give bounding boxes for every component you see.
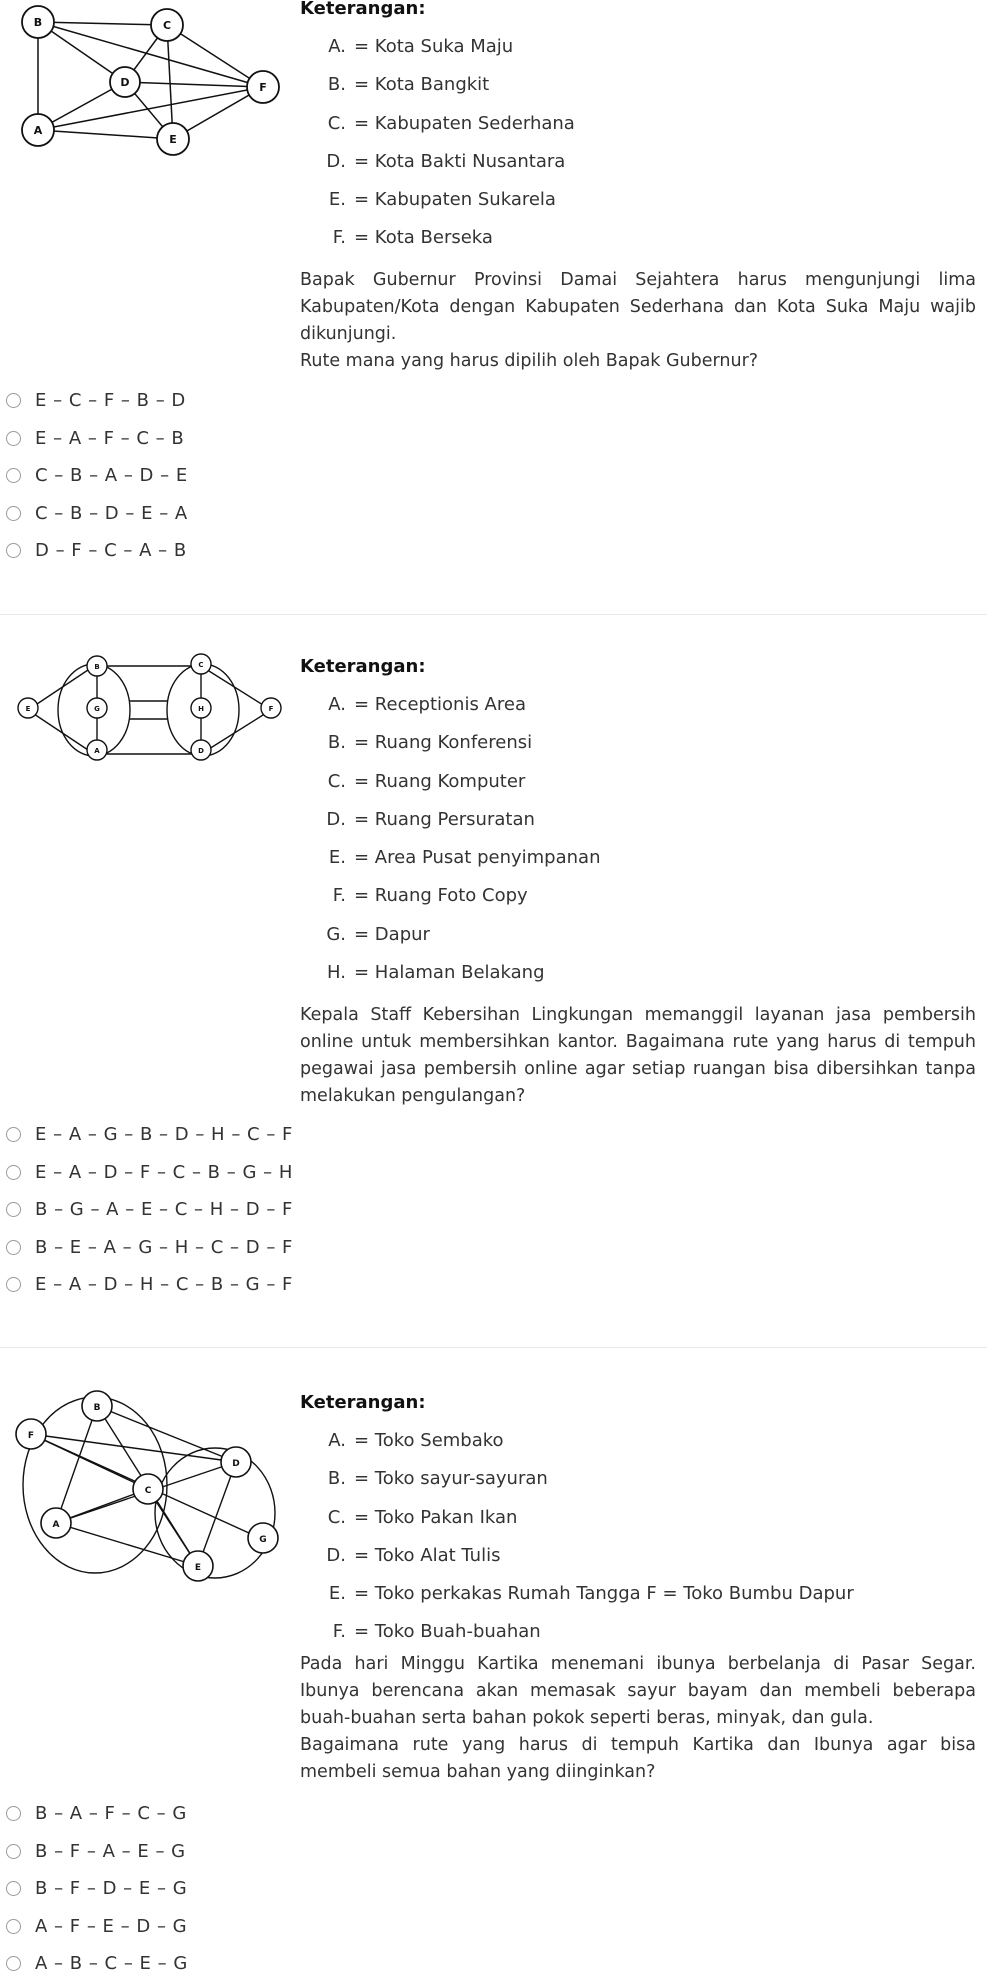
question-prompt <box>300 1002 976 1110</box>
radio-button[interactable] <box>6 1240 21 1255</box>
legend-letter: E . <box>312 1575 346 1613</box>
option-label: B – G – A – E – C – H – D – F <box>35 1199 293 1221</box>
edge-d-f <box>125 82 263 87</box>
legend-title: Keterangan: <box>300 0 426 19</box>
legend-item <box>300 1575 976 1613</box>
legend-letter: F . <box>312 877 346 915</box>
legend-item <box>300 686 976 724</box>
legend-letter: C . <box>312 1499 346 1537</box>
graph-node-label: C <box>198 661 204 669</box>
legend-item <box>300 66 976 104</box>
legend-desc: = Kota Suka Maju <box>354 36 514 57</box>
answer-option[interactable] <box>6 1908 188 1946</box>
question-prompt <box>300 267 976 375</box>
legend-letter: F . <box>312 1613 346 1651</box>
legend-desc: = Area Pusat penyimpanan <box>354 847 601 869</box>
option-label: C – B – D – E – A <box>35 502 188 524</box>
answer-options <box>6 1116 293 1304</box>
legend-item <box>300 916 976 954</box>
graph-node-label: C <box>162 19 172 32</box>
radio-button[interactable] <box>6 506 21 521</box>
radio-button[interactable] <box>6 1165 21 1180</box>
legend-desc: = Toko Buah-buahan <box>354 1621 541 1643</box>
legend-item <box>300 105 976 143</box>
graph-node-label: C <box>144 1486 152 1496</box>
legend <box>300 1390 976 1652</box>
option-label: D – F – C – A – B <box>35 540 187 562</box>
option-label: E – C – F – B – D <box>35 390 186 412</box>
answer-option[interactable] <box>6 1116 293 1154</box>
legend-letter: A . <box>312 28 346 66</box>
answer-option[interactable] <box>6 457 188 495</box>
legend <box>300 0 976 258</box>
legend-desc: = Toko Alat Tulis <box>354 1544 501 1566</box>
graph-node-label: A <box>33 124 43 137</box>
graph-node-label: G <box>259 1535 267 1545</box>
legend-letter: D . <box>312 1537 346 1575</box>
radio-button[interactable] <box>6 543 21 558</box>
legend-item <box>300 1499 976 1537</box>
answer-option[interactable] <box>6 1191 293 1229</box>
legend-letter: E . <box>312 181 346 219</box>
legend-letter: B . <box>312 724 346 762</box>
radio-button[interactable] <box>6 1844 21 1859</box>
graph-node-label: A <box>52 1520 60 1530</box>
legend-desc: = Toko Sembako <box>354 1430 504 1451</box>
legend-letter: C . <box>312 105 346 143</box>
option-label: B – E – A – G – H – C – D – F <box>35 1236 293 1258</box>
answer-options <box>6 1795 188 1983</box>
legend-item <box>300 954 976 992</box>
radio-button[interactable] <box>6 393 21 408</box>
graph-node-label: E <box>25 705 31 713</box>
legend-desc: = Kota Bangkit <box>354 74 490 96</box>
legend-letter: G . <box>312 916 346 954</box>
graph-node-label: E <box>169 133 177 146</box>
legend-desc: = Kabupaten Sukarela <box>354 189 556 211</box>
legend-desc: = Kabupaten Sederhana <box>354 112 575 134</box>
legend-item <box>300 181 976 219</box>
legend-desc: = Kota Bakti Nusantara <box>354 150 566 172</box>
legend-item <box>300 1537 976 1575</box>
question-prompt <box>300 1651 976 1786</box>
answer-options <box>6 382 188 570</box>
edge-b-f <box>38 22 263 87</box>
radio-button[interactable] <box>6 1127 21 1142</box>
graph-node-label: B <box>93 1403 101 1413</box>
legend-item <box>300 801 976 839</box>
answer-option[interactable] <box>6 495 188 533</box>
legend-item <box>300 1422 976 1460</box>
prompt-paragraph: Kepala Staff Kebersihan Lingkungan memanggil layanan jasa pembersih online untuk membersihkan kantor. Bagaimana rute yang harus di tempuh pegawai jasa pembersih online agar setiap ruangan bisa dibersihkan tanpa melakukan pengulangan? <box>300 1005 976 1106</box>
prompt-paragraph: Bagaimana rute yang harus di tempuh Kartika dan Ibunya agar bisa membeli semua bahan yang diinginkan? <box>300 1735 976 1782</box>
legend-desc: = Toko perkakas Rumah Tangga F = Toko Bumbu Dapur <box>354 1583 854 1605</box>
legend-letter: B . <box>312 1460 346 1498</box>
legend-letter: D . <box>312 143 346 181</box>
radio-button[interactable] <box>6 1277 21 1292</box>
option-label: A – F – E – D – G <box>35 1915 188 1937</box>
graph-node-label: H <box>198 705 204 713</box>
legend-item <box>300 763 976 801</box>
legend-letter: E . <box>312 839 346 877</box>
legend-desc: = Kota Berseka <box>354 227 493 249</box>
legend-item <box>300 877 976 915</box>
option-label: B – F – D – E – G <box>35 1878 188 1900</box>
legend-desc: = Ruang Foto Copy <box>354 885 528 907</box>
answer-option[interactable] <box>6 1870 188 1908</box>
legend-letter: D . <box>312 801 346 839</box>
radio-button[interactable] <box>6 1919 21 1934</box>
legend-desc: = Ruang Konferensi <box>354 732 533 754</box>
radio-button[interactable] <box>6 468 21 483</box>
legend-letter: F . <box>312 219 346 257</box>
prompt-paragraph: Pada hari Minggu Kartika menemani ibunya berbelanja di Pasar Segar. Ibunya berencana akan memasak sayur bayam dan membeli beberapa buah-buahan serta bahan pokok seperti beras, minyak, dan gula. <box>300 1654 976 1728</box>
legend-letter: A . <box>312 686 346 724</box>
legend-item <box>300 839 976 877</box>
legend-title: Keterangan: <box>300 1392 426 1413</box>
edge-b-c <box>38 22 167 25</box>
answer-option[interactable] <box>6 532 188 570</box>
answer-option[interactable] <box>6 1833 188 1871</box>
legend-item <box>300 1613 976 1651</box>
question-divider <box>0 1347 987 1348</box>
graph-diagram <box>0 1385 290 1589</box>
graph-diagram <box>0 650 300 774</box>
option-label: B – F – A – E – G <box>35 1840 186 1862</box>
radio-button[interactable] <box>6 1806 21 1821</box>
option-label: E – A – D – H – C – B – G – F <box>35 1274 293 1296</box>
radio-button[interactable] <box>6 1956 21 1971</box>
edge-c-e <box>167 25 173 139</box>
answer-option[interactable] <box>6 1154 293 1192</box>
legend-item <box>300 724 976 762</box>
answer-option[interactable] <box>6 1266 293 1304</box>
prompt-paragraph: Rute mana yang harus dipilih oleh Bapak Gubernur? <box>300 351 759 371</box>
legend-item <box>300 1460 976 1498</box>
legend-desc: = Dapur <box>354 923 430 945</box>
legend-desc: = Halaman Belakang <box>354 962 545 984</box>
answer-option[interactable] <box>6 1795 188 1833</box>
graph-node-label: F <box>27 1431 35 1441</box>
legend-letter: B . <box>312 66 346 104</box>
legend-letter: A . <box>312 1422 346 1460</box>
option-label: E – A – F – C – B <box>35 427 185 449</box>
graph-node-label: F <box>268 705 274 713</box>
graph-node-label: D <box>120 76 130 89</box>
option-label: E – A – D – F – C – B – G – H <box>35 1161 293 1183</box>
question-divider <box>0 614 987 615</box>
radio-button[interactable] <box>6 1881 21 1896</box>
graph-node-label: D <box>198 747 204 755</box>
graph-node-label: E <box>194 1563 202 1573</box>
radio-button[interactable] <box>6 1202 21 1217</box>
edge-a-e <box>38 130 173 139</box>
edge-a-f <box>38 87 263 130</box>
answer-option[interactable] <box>6 1229 293 1267</box>
legend-letter: H . <box>312 954 346 992</box>
legend-desc: = Toko Pakan Ikan <box>354 1506 518 1528</box>
edge-c-f <box>167 25 263 87</box>
graph-diagram <box>0 0 290 169</box>
graph-node-label: D <box>232 1459 240 1469</box>
legend-desc: = Ruang Komputer <box>354 770 526 792</box>
legend <box>300 654 976 992</box>
legend-desc: = Toko sayur-sayuran <box>354 1468 548 1490</box>
legend-desc: = Ruang Persuratan <box>354 808 535 830</box>
legend-desc: = Receptionis Area <box>354 694 526 715</box>
option-label: C – B – A – D – E <box>35 465 188 487</box>
legend-item <box>300 219 976 257</box>
option-label: A – B – C – E – G <box>35 1953 188 1975</box>
option-label: E – A – G – B – D – H – C – F <box>35 1124 293 1146</box>
graph-node-label: A <box>94 747 100 755</box>
legend-letter: C . <box>312 763 346 801</box>
graph-node-label: B <box>33 16 43 29</box>
graph-node-label: G <box>94 705 100 713</box>
legend-item <box>300 28 976 66</box>
answer-option[interactable] <box>6 382 188 420</box>
option-label: B – A – F – C – G <box>35 1803 187 1825</box>
graph-node-label: F <box>259 81 267 94</box>
graph-node-label: B <box>94 663 100 671</box>
legend-title: Keterangan: <box>300 656 426 677</box>
answer-option[interactable] <box>6 420 188 458</box>
prompt-paragraph: Bapak Gubernur Provinsi Damai Sejahtera harus mengunjungi lima Kabupaten/Kota dengan Kabupaten Sederhana dan Kota Suka Maju wajib dikunjungi. <box>300 270 976 344</box>
legend-item <box>300 143 976 181</box>
radio-button[interactable] <box>6 431 21 446</box>
